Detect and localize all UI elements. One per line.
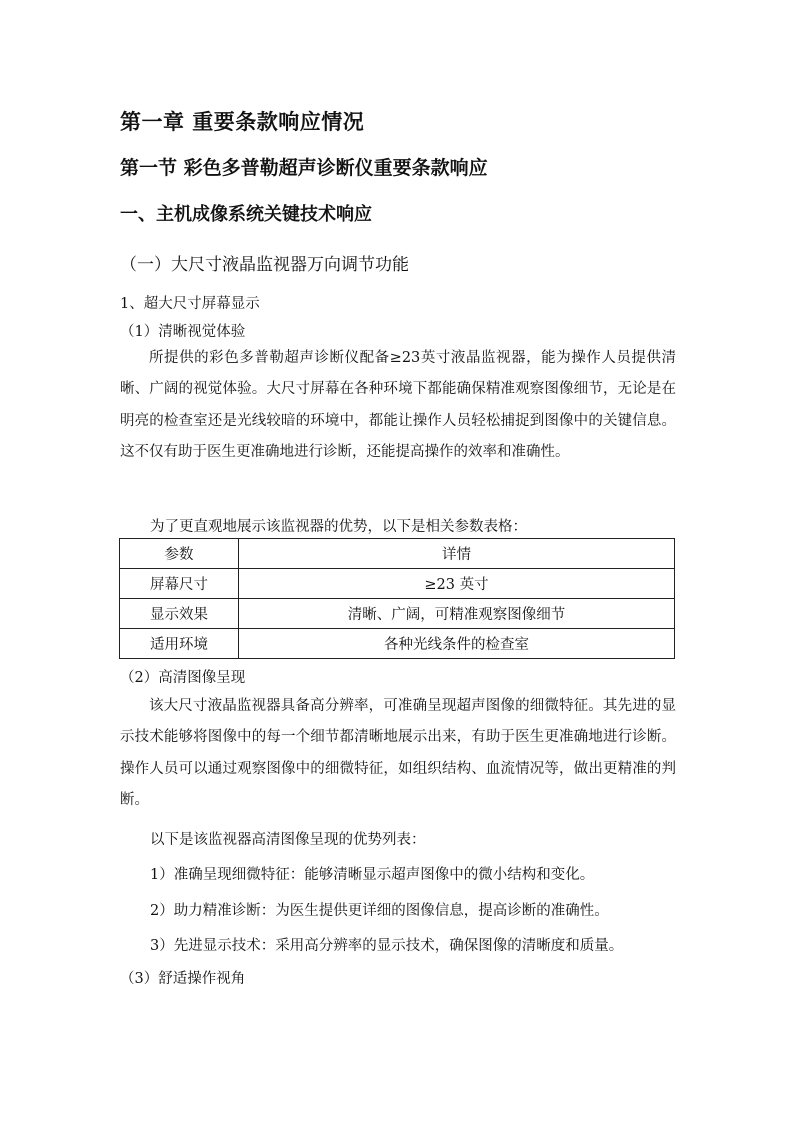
point1-title: 1、超大尺寸屏幕显示 bbox=[120, 296, 260, 312]
table-header-row bbox=[120, 539, 675, 569]
chapter-title: 第一章 重要条款响应情况 bbox=[120, 109, 365, 134]
list-item: 1）准确呈现细微特征：能够清晰显示超声图像中的微小结构和变化。 bbox=[150, 867, 595, 883]
paragraph-clear-visual: 所提供的彩色多普勒超声诊断仪配备≥23英寸液晶监视器，能为操作人员提供清晰、广阔的视觉体验。大尺寸屏幕在各种环境下都能确保精准观察图像细节，无论是在明亮的检查室还是光线较暗的环境中，都能让操作人员轻松捕捉到图像中的关键信息。这不仅有助于医生更准确地进行诊断，还能提高操作的效率和准确性。 bbox=[120, 350, 676, 460]
table-cell: 各种光线条件的检查室 bbox=[239, 629, 675, 659]
table-cell: 显示效果 bbox=[120, 599, 239, 629]
table-header-cell: 参数 bbox=[120, 539, 239, 569]
sub1-title: （1）清晰视觉体验 bbox=[120, 324, 246, 340]
sub2-title: （2）高清图像呈现 bbox=[120, 670, 246, 686]
table-cell: 清晰、广阔，可精准观察图像细节 bbox=[239, 599, 675, 629]
table-cell: 适用环境 bbox=[120, 629, 239, 659]
section-title: 第一节 彩色多普勒超声诊断仪重要条款响应 bbox=[120, 157, 488, 179]
list-item: 3）先进显示技术：采用高分辨率的显示技术，确保图像的清晰度和质量。 bbox=[150, 938, 624, 954]
item-title: （一）大尺寸液晶监视器万向调节功能 bbox=[120, 255, 409, 275]
table-row bbox=[120, 629, 675, 659]
table-header-cell: 详情 bbox=[239, 539, 675, 569]
parameter-table bbox=[119, 538, 675, 659]
table-row bbox=[120, 569, 675, 599]
table-cell: 屏幕尺寸 bbox=[120, 569, 239, 599]
paragraph-advantage-intro: 以下是该监视器高清图像呈现的优势列表： bbox=[150, 832, 426, 848]
paragraph-hd-image: 该大尺寸液晶监视器具备高分辨率，可准确呈现超声图像的细微特征。其先进的显示技术能够将图像中的每一个细节都清晰地展示出来，有助于医生更准确地进行诊断。操作人员可以通过观察图像中的细微特征，如组织结构、血流情况等，做出更精准的判断。 bbox=[120, 698, 676, 808]
paragraph-table-intro: 为了更直观地展示该监视器的优势，以下是相关参数表格： bbox=[150, 519, 527, 535]
table-cell: ≥23 英寸 bbox=[239, 569, 675, 599]
table-row bbox=[120, 599, 675, 629]
list-item: 2）助力精准诊断：为医生提供更详细的图像信息，提高诊断的准确性。 bbox=[150, 903, 609, 919]
sub3-title: （3）舒适操作视角 bbox=[120, 971, 246, 987]
subsection-title: 一、主机成像系统关键技术响应 bbox=[120, 204, 372, 225]
